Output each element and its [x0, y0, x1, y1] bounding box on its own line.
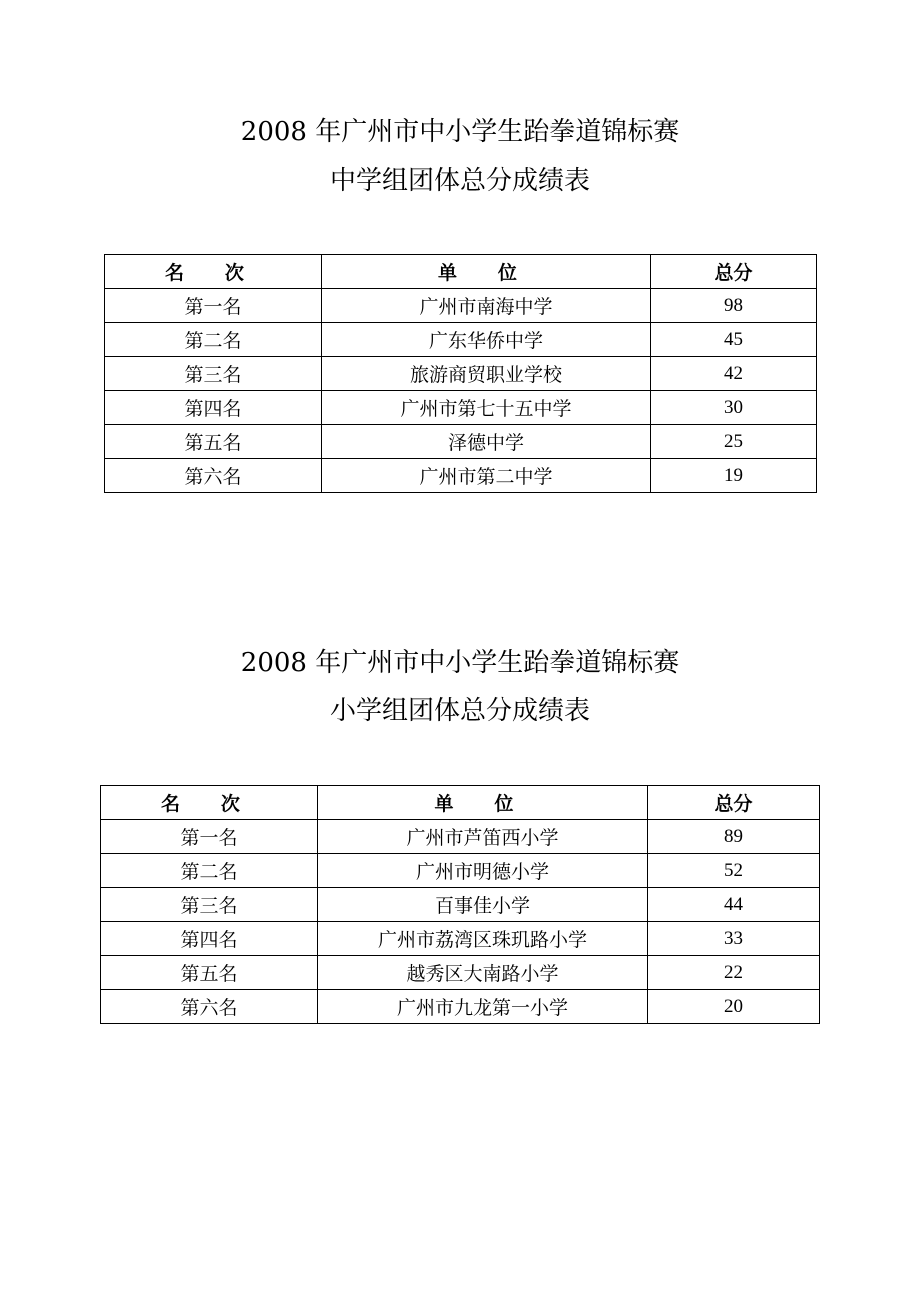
score-cell: 19 — [651, 459, 817, 493]
rank-cell: 第四名 — [105, 391, 322, 425]
unit-cell: 旅游商贸职业学校 — [322, 357, 651, 391]
unit-cell: 泽德中学 — [322, 425, 651, 459]
score-cell: 33 — [648, 922, 820, 956]
score-cell: 25 — [651, 425, 817, 459]
unit-cell: 广州市九龙第一小学 — [318, 990, 648, 1024]
table-row — [101, 854, 820, 888]
rank-cell: 第一名 — [105, 289, 322, 323]
table-row — [105, 391, 817, 425]
rank-cell: 第五名 — [101, 956, 318, 990]
score-cell: 42 — [651, 357, 817, 391]
unit-cell: 广州市第二中学 — [322, 459, 651, 493]
header-unit: 单 位 — [318, 786, 648, 820]
table-row — [105, 459, 817, 493]
table-row — [101, 820, 820, 854]
table-row — [101, 990, 820, 1024]
table-row — [101, 922, 820, 956]
secondary-score-table — [104, 254, 817, 493]
rank-cell: 第二名 — [105, 323, 322, 357]
rank-cell: 第六名 — [101, 990, 318, 1024]
table-row — [105, 323, 817, 357]
score-cell: 20 — [648, 990, 820, 1024]
table-row — [105, 289, 817, 323]
primary-score-table — [100, 785, 820, 1024]
secondary-title-line2: 中学组团体总分成绩表 — [329, 166, 590, 196]
rank-cell: 第二名 — [101, 854, 318, 888]
unit-cell: 越秀区大南路小学 — [318, 956, 648, 990]
unit-cell: 广州市第七十五中学 — [322, 391, 651, 425]
table-header-row — [101, 786, 820, 820]
secondary-title-line1: 2008 年广州市中小学生跆拳道锦标赛 — [240, 117, 680, 147]
score-cell: 22 — [648, 956, 820, 990]
header-score: 总分 — [651, 255, 817, 289]
score-cell: 30 — [651, 391, 817, 425]
table-row — [105, 357, 817, 391]
unit-cell: 广东华侨中学 — [322, 323, 651, 357]
unit-cell: 百事佳小学 — [318, 888, 648, 922]
score-cell: 89 — [648, 820, 820, 854]
rank-cell: 第三名 — [101, 888, 318, 922]
header-rank: 名 次 — [101, 786, 318, 820]
header-unit: 单 位 — [322, 255, 651, 289]
primary-title-line2: 小学组团体总分成绩表 — [329, 696, 590, 726]
unit-cell: 广州市南海中学 — [322, 289, 651, 323]
score-cell: 44 — [648, 888, 820, 922]
table-row — [105, 425, 817, 459]
header-rank: 名 次 — [105, 255, 322, 289]
score-cell: 98 — [651, 289, 817, 323]
table-header-row — [105, 255, 817, 289]
rank-cell: 第四名 — [101, 922, 318, 956]
unit-cell: 广州市明德小学 — [318, 854, 648, 888]
unit-cell: 广州市荔湾区珠玑路小学 — [318, 922, 648, 956]
rank-cell: 第五名 — [105, 425, 322, 459]
table-row — [101, 888, 820, 922]
primary-title-line1: 2008 年广州市中小学生跆拳道锦标赛 — [240, 648, 680, 678]
header-score: 总分 — [648, 786, 820, 820]
unit-cell: 广州市芦笛西小学 — [318, 820, 648, 854]
score-cell: 45 — [651, 323, 817, 357]
rank-cell: 第三名 — [105, 357, 322, 391]
score-cell: 52 — [648, 854, 820, 888]
rank-cell: 第一名 — [101, 820, 318, 854]
rank-cell: 第六名 — [105, 459, 322, 493]
table-row — [101, 956, 820, 990]
